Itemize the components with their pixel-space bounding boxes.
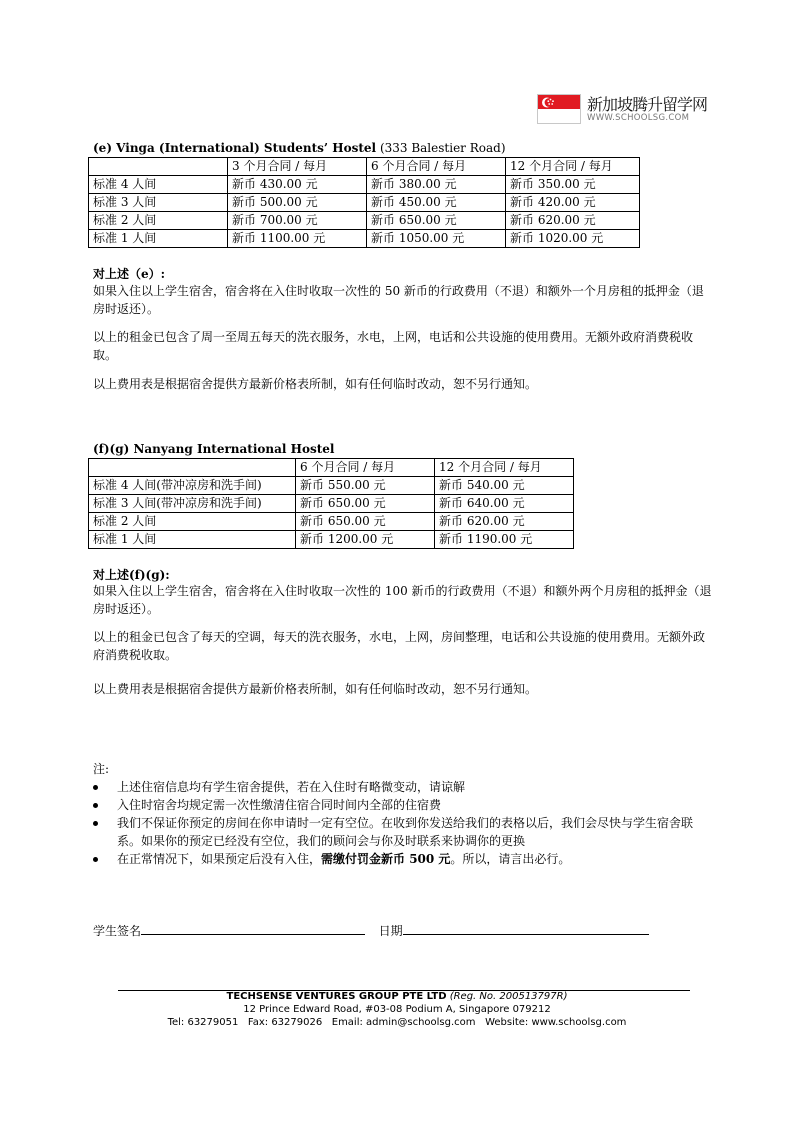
logo-name: 新加坡腾升留学网 [587,95,708,114]
table-row [89,176,640,194]
hostel-e-note-heading: 对上述（e）: [93,267,166,281]
table-cell: 新币 550.00 元 [296,477,435,495]
table-row [89,212,640,230]
table-cell: 新币 1190.00 元 [435,531,574,549]
list-item [93,814,713,850]
table-cell: 新币 650.00 元 [296,513,435,531]
table-cell: 标准 2 人间 [89,212,228,230]
notes-list [93,778,713,868]
table-cell: 新币 420.00 元 [506,194,640,212]
table-cell: 新币 620.00 元 [506,212,640,230]
list-item [93,796,713,814]
note-text: 我们不保证你预定的房间在你申请时一定有空位。在收到你发送给我们的表格以后，我们会尽快与学生宿舍联系。如果你的预定已经没有空位，我们的顾问会与你及时联系来协调你的更换 [117,816,694,848]
hostel-fg-name: (f)(g) Nanyang International Hostel [93,442,335,456]
hostel-fg-paragraph: 以上费用表是根据宿舍提供方最新价格表所制，如有任何临时改动，恕不另行通知。 [93,682,538,696]
signature-row [93,921,649,939]
table-row [89,477,574,495]
bullet-icon [93,821,98,826]
table-cell: 标准 4 人间 [89,176,228,194]
bullet-icon [93,785,98,790]
table-cell: 新币 450.00 元 [367,194,506,212]
date-label: 日期 [378,924,403,938]
hostel-e-title [93,141,506,155]
student-signature-line[interactable] [141,921,365,935]
table-header-cell [89,459,296,477]
penalty-text: 需缴付罚金新币 500 元 [321,852,451,866]
notes-section [93,760,713,868]
notes-label: 注: [93,762,110,776]
table-header-cell: 12 个月合同 / 每月 [435,459,574,477]
table-cell: 新币 430.00 元 [228,176,367,194]
table-header-row [89,158,640,176]
table-row [89,513,574,531]
hostel-fg-paragraph: 如果入住以上学生宿舍，宿舍将在入住时收取一次性的 100 新币的行政费用（不退）和额外两个月房租的抵押金（退房时返还）。 [93,584,712,616]
footer-address: 12 Prince Edward Road, #03-08 Podium A, Singapore 079212 [243,1004,551,1015]
table-cell: 新币 620.00 元 [435,513,574,531]
footer-company-line [0,991,794,1002]
table-cell: 标准 1 人间 [89,230,228,248]
table-cell: 新币 500.00 元 [228,194,367,212]
table-cell: 新币 650.00 元 [296,495,435,513]
table-cell: 标准 3 人间(带冲凉房和洗手间) [89,495,296,513]
hostel-fg-rate-table [88,458,574,549]
footer-company: TECHSENSE VENTURES GROUP PTE LTD [226,991,447,1002]
table-cell: 标准 2 人间 [89,513,296,531]
bullet-icon [93,857,98,862]
hostel-e-rate-table [88,157,640,248]
table-cell: 新币 650.00 元 [367,212,506,230]
note-text: 在正常情况下，如果预定后没有入住， [117,852,322,866]
footer-contact: Tel: 63279051 Fax: 63279026 Email: admin@schoolsg.com Website: www.schoolsg.com [167,1017,627,1028]
table-header-cell [89,158,228,176]
table-header-cell: 6 个月合同 / 每月 [296,459,435,477]
student-signature-label: 学生签名 [93,924,142,938]
table-header-cell: 12 个月合同 / 每月 [506,158,640,176]
date-line[interactable] [403,921,649,935]
table-cell: 新币 540.00 元 [435,477,574,495]
table-cell: 新币 1200.00 元 [296,531,435,549]
list-item [93,850,713,868]
hostel-fg-title [93,442,334,456]
table-cell: 标准 3 人间 [89,194,228,212]
table-row [89,531,574,549]
table-cell: 标准 4 人间(带冲凉房和洗手间) [89,477,296,495]
table-header-cell: 6 个月合同 / 每月 [367,158,506,176]
table-cell: 新币 700.00 元 [228,212,367,230]
note-text: 。所以，请言出必行。 [450,852,571,866]
table-cell: 新币 1050.00 元 [367,230,506,248]
table-header-row [89,459,574,477]
table-row [89,230,640,248]
table-cell: 新币 640.00 元 [435,495,574,513]
hostel-e-address: (333 Balestier Road) [379,141,506,155]
hostel-e-name: (e) Vinga (International) Students’ Hostel [93,141,377,155]
table-row [89,495,574,513]
hostel-e-paragraph: 以上费用表是根据宿舍提供方最新价格表所制，如有任何临时改动，恕不另行通知。 [93,377,538,391]
bullet-icon [93,803,98,808]
singapore-flag-icon [537,94,581,124]
table-cell: 新币 380.00 元 [367,176,506,194]
table-cell: 新币 350.00 元 [506,176,640,194]
table-row [89,194,640,212]
logo [537,93,707,127]
list-item [93,778,713,796]
footer-reg: (Reg. No. 200513797R) [449,991,568,1002]
hostel-e-paragraph: 如果入住以上学生宿舍，宿舍将在入住时收取一次性的 50 新币的行政费用（不退）和额外一个月房租的抵押金（退房时返还）。 [93,284,704,316]
hostel-fg-note-heading: 对上述(f)(g): [93,568,170,582]
note-text: 上述住宿信息均有学生宿舍提供，若在入住时有略微变动，请谅解 [117,780,466,794]
hostel-fg-paragraph: 以上的租金已包含了每天的空调，每天的洗衣服务，水电，上网，房间整理，电话和公共设施的使用费用。无额外政府消费税收取。 [93,630,706,662]
hostel-e-paragraph: 以上的租金已包含了周一至周五每天的洗衣服务，水电，上网，电话和公共设施的使用费用。无额外政府消费税收取。 [93,330,694,362]
table-cell: 新币 1020.00 元 [506,230,640,248]
table-cell: 新币 1100.00 元 [228,230,367,248]
table-cell: 标准 1 人间 [89,531,296,549]
logo-url: WWW.SCHOOLSG.COM [587,113,690,123]
table-header-cell: 3 个月合同 / 每月 [228,158,367,176]
note-text: 入住时宿舍均规定需一次性缴清住宿合同时间内全部的住宿费 [117,798,442,812]
